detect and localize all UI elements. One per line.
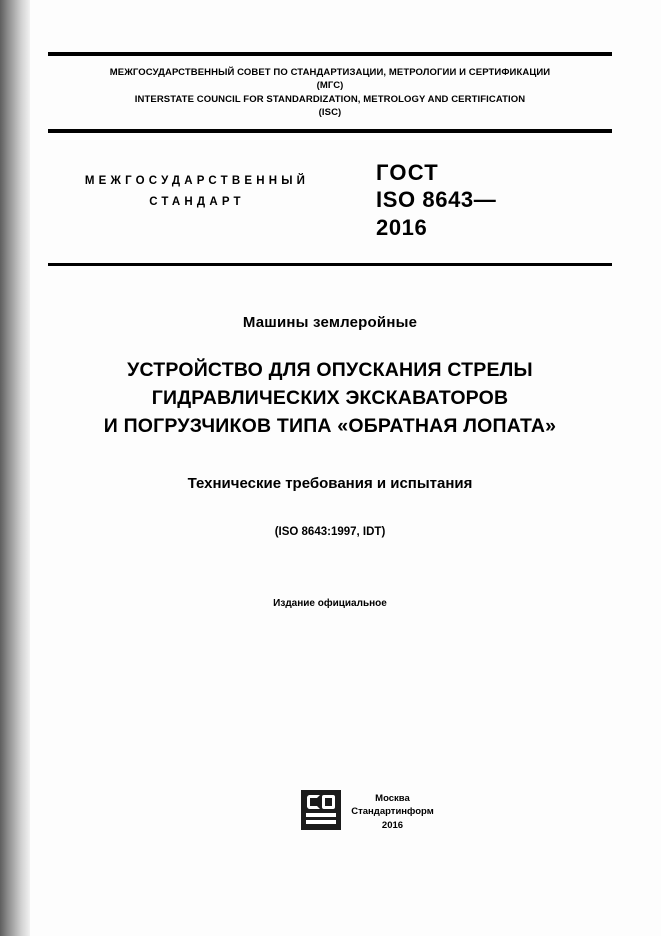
machine-category: Машины землеройные bbox=[242, 314, 418, 332]
standard-kind-line1: МЕЖГОСУДАРСТВЕННЫЙ bbox=[84, 174, 310, 187]
council-abbr-en: (ISC) bbox=[318, 107, 342, 119]
edition-note: Издание официальное bbox=[273, 597, 387, 609]
standartinform-logo bbox=[301, 790, 341, 830]
cover-content bbox=[48, 52, 612, 609]
publisher-name: Стандартинформ bbox=[351, 806, 434, 818]
standard-kind-line2: СТАНДАРТ bbox=[149, 196, 245, 209]
designation-gost: ГОСТ bbox=[376, 159, 439, 185]
designation-iso-number: ISO 8643— bbox=[376, 187, 497, 213]
publisher-block bbox=[60, 790, 661, 832]
standard-header-row bbox=[48, 133, 612, 264]
document-title-line2: ГИДРАВЛИЧЕСКИХ ЭКСКАВАТОРОВ bbox=[151, 387, 509, 410]
standard-designation bbox=[358, 159, 608, 242]
logo-letter-c bbox=[307, 795, 320, 809]
document-subtitle: Технические требования и испытания bbox=[187, 474, 473, 492]
document-title bbox=[48, 357, 612, 440]
document-title-line1: УСТРОЙСТВО ДЛЯ ОПУСКАНИЯ СТРЕЛЫ bbox=[127, 359, 533, 382]
page-sheet bbox=[30, 0, 661, 936]
logo-bar-top bbox=[306, 813, 336, 817]
logo-letter-s bbox=[322, 795, 335, 809]
logo-bar-bottom bbox=[306, 820, 336, 824]
designation-year: 2016 bbox=[376, 214, 428, 240]
issuing-council-block bbox=[48, 56, 612, 129]
publisher-city: Москва bbox=[375, 793, 410, 804]
standard-kind bbox=[52, 159, 342, 214]
document-title-line3: И ПОГРУЗЧИКОВ ТИПА «ОБРАТНАЯ ЛОПАТА» bbox=[103, 414, 557, 437]
council-abbr-ru: (МГС) bbox=[316, 80, 344, 92]
publisher-info bbox=[351, 790, 433, 832]
council-line-ru: МЕЖГОСУДАРСТВЕННЫЙ СОВЕТ ПО СТАНДАРТИЗАЦИИ, МЕТРОЛОГИИ И СЕРТИФИКАЦИИ bbox=[109, 67, 551, 78]
book-binding-edge bbox=[0, 0, 30, 936]
publisher-year: 2016 bbox=[381, 819, 404, 831]
title-block bbox=[48, 266, 612, 608]
iso-reference: (ISO 8643:1997, IDT) bbox=[274, 525, 386, 538]
council-line-en: INTERSTATE COUNCIL FOR STANDARDIZATION, METROLOGY AND CERTIFICATION bbox=[134, 93, 526, 105]
